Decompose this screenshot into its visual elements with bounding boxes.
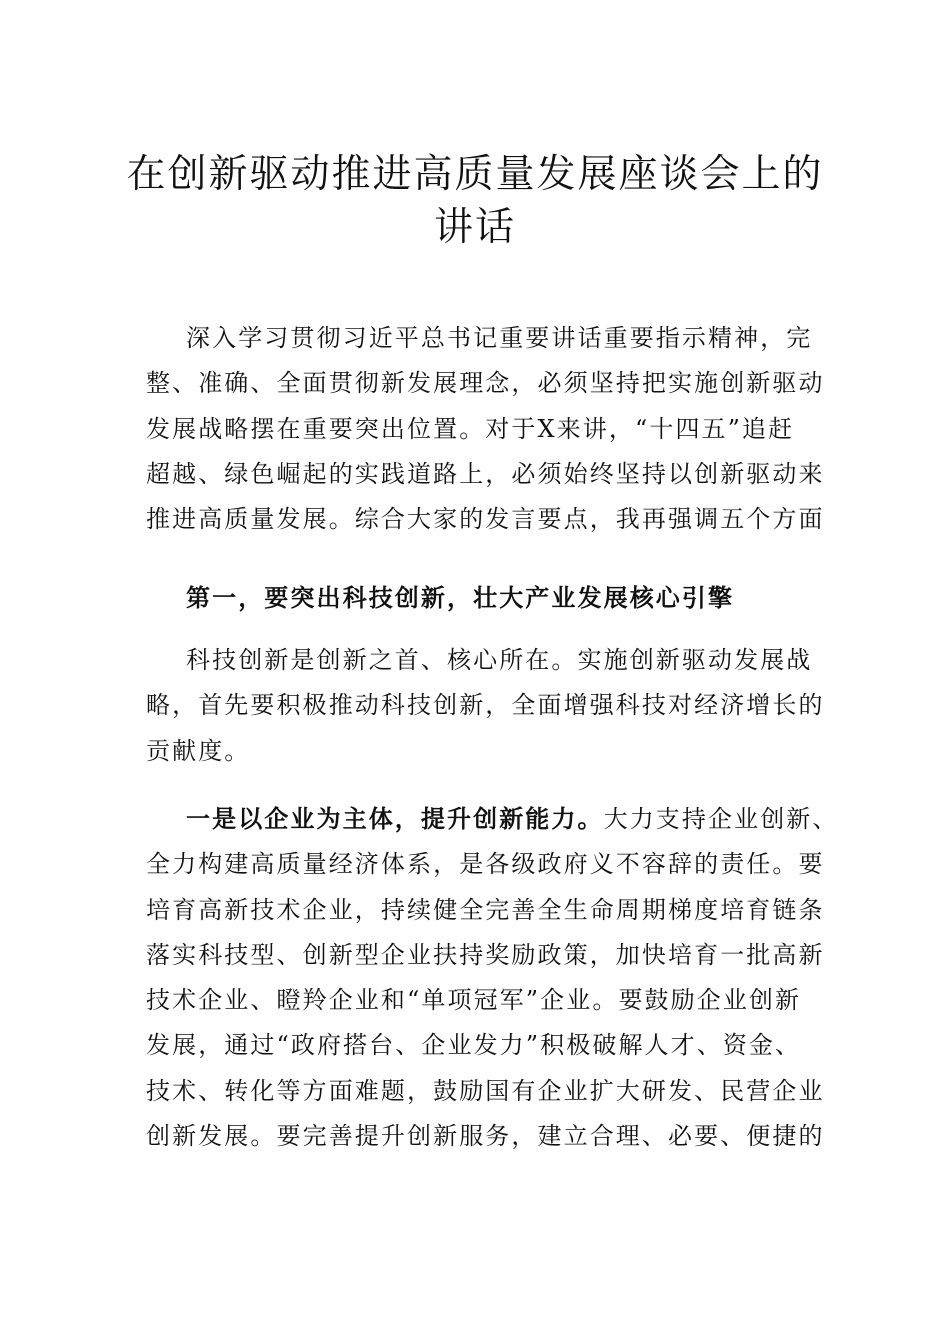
text-line: 整、准确、全面贯彻新发展理念，必须坚持把实施创新驱动: [146, 369, 825, 398]
heading-text: 第一，要突出科技创新，壮大产业发展核心引擎: [186, 583, 735, 612]
title-line: 讲话: [433, 205, 516, 250]
text-line: 创新发展。要完善提升创新服务，建立合理、必要、便捷的: [146, 1122, 825, 1151]
text-line: 发展战略摆在重要突出位置。对于X来讲，“十四五”追赶: [146, 414, 795, 443]
body-paragraph: [146, 638, 826, 774]
body-paragraph: [146, 796, 839, 1159]
text-line: 科技创新是创新之首、核心所在。实施创新驱动发展战: [186, 646, 813, 674]
text-line: [146, 796, 839, 842]
text-line: 发展，通过“政府搭台、企业发力”积极破解人才、资金、: [146, 1031, 802, 1060]
title-line: 在创新驱动推进高质量发展座谈会上的: [126, 152, 824, 197]
section-heading: [146, 575, 826, 620]
text-line: 技术企业、瞪羚企业和“单项冠军”企业。要鼓励企业创新: [146, 986, 802, 1015]
text-line: 技术、转化等方面难题，鼓励国有企业扩大研发、民营企业: [146, 1076, 825, 1105]
document-title: [120, 148, 830, 254]
text-line: 推进高质量发展。综合大家的发言要点，我再强调五个方面: [146, 505, 825, 534]
text-line: 培育高新技术企业，持续健全完善全生命周期梯度培育链条: [146, 895, 825, 924]
text-line: 贡献度。: [146, 736, 251, 765]
text-line: 落实科技型、创新型企业扶持奖励政策，加快培育一批高新: [146, 940, 825, 969]
lead-sentence: 一是以企业为主体，提升创新能力。: [186, 804, 604, 833]
text-line: 全力构建高质量经济体系，是各级政府义不容辞的责任。要: [146, 850, 825, 879]
text-line: 超越、绿色崛起的实践道路上，必须始终坚持以创新驱动来: [146, 459, 825, 488]
lead-sentence-rest: 大力支持企业创新、: [603, 805, 839, 833]
intro-paragraph: [146, 316, 826, 542]
text-line: 深入学习贯彻习近平总书记重要讲话重要指示精神，完: [186, 324, 813, 352]
text-line: 略，首先要积极推动科技创新，全面增强科技对经济增长的: [146, 691, 825, 720]
